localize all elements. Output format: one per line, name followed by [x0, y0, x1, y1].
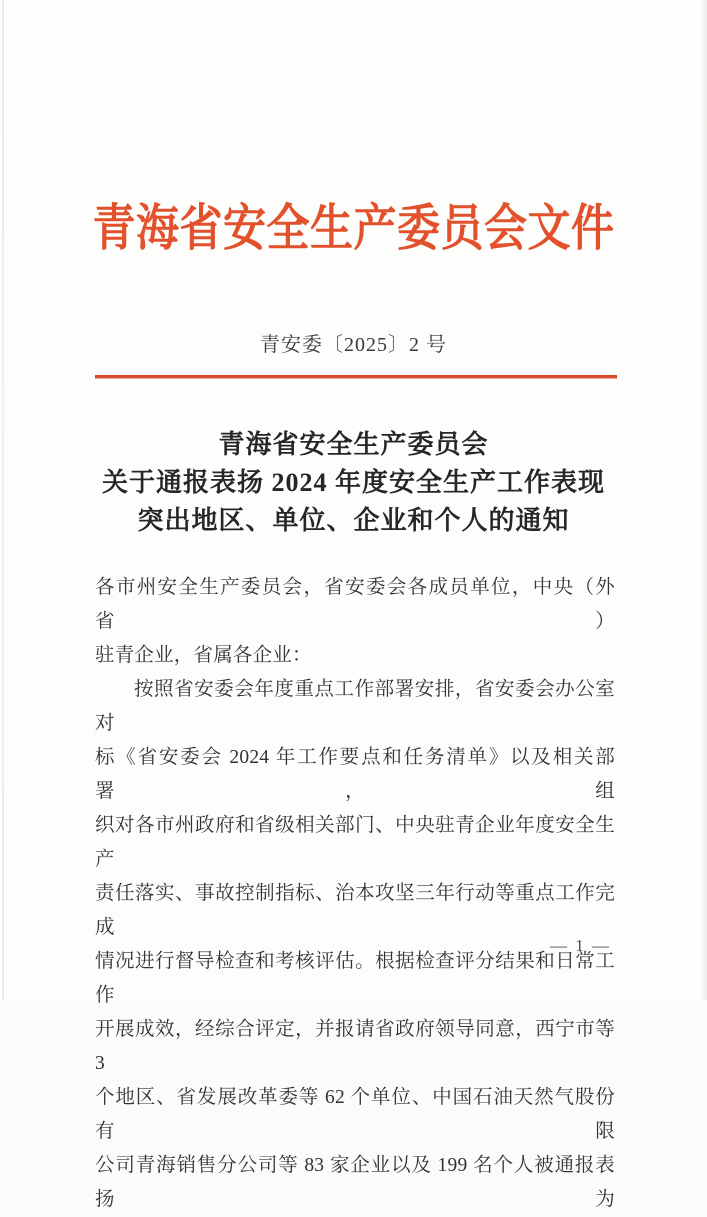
document-number: 青安委〔2025〕2 号 [260, 334, 447, 356]
body-text [95, 571, 615, 1217]
body-line: 标《省安委会 2024 年工作要点和任务清单》以及相关部署，组 [95, 747, 615, 802]
body-line: 各市州安全生产委员会，省安委会各成员单位，中央（外省） [95, 577, 615, 632]
doc-title-line: 突出地区、单位、企业和个人的通知 [137, 506, 570, 535]
doc-title-line: 关于通报表扬 2024 年度安全生产工作表现 [101, 468, 605, 497]
body-line: 公司青海销售分公司等 83 家企业以及 199 名个人被通报表扬为 [95, 1155, 615, 1210]
doc-title [0, 426, 707, 540]
body-line: 织对各市州政府和省级相关部门、中央驻青企业年度安全生产 [95, 815, 615, 870]
body-line: 情况进行督导检查和考核评估。根据检查评分结果和日常工作 [95, 951, 615, 1006]
page-number: — 1 — [550, 936, 611, 955]
body-line: 个地区、省发展改革委等 62 个单位、中国石油天然气股份有限 [95, 1087, 615, 1142]
body-line: 驻青企业，省属各企业： [95, 645, 312, 666]
red-header-title-text: 青海省安全生产委员会文件 [92, 202, 615, 257]
body-line: 责任落实、事故控制指标、治本攻坚三年行动等重点工作完成 [95, 883, 615, 938]
red-header-title [0, 200, 707, 260]
body-line: 开展成效，经综合评定，并报请省政府领导同意，西宁市等 3 [95, 1019, 615, 1074]
body-line: 按照省安委会年度重点工作部署安排，省安委会办公室对 [95, 679, 615, 734]
doc-title-line: 青海省安全生产委员会 [218, 430, 489, 459]
red-divider-rule [95, 375, 617, 378]
